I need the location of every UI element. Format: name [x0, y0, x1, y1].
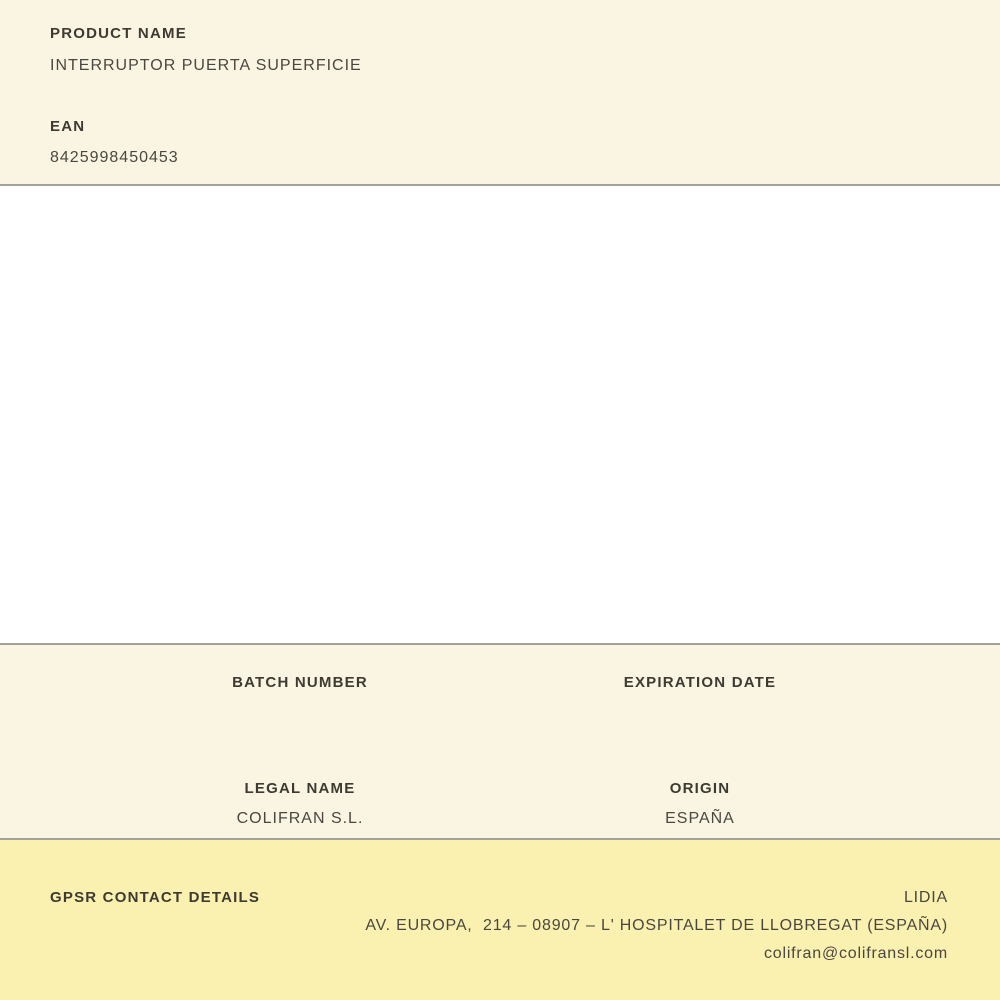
- product-name-value: INTERRUPTOR PUERTA SUPERFICIE: [50, 56, 362, 74]
- details-row-legal-origin: [100, 781, 900, 829]
- product-image-placeholder: [0, 186, 1000, 643]
- gpsr-contact-email: colifran@colifransl.com: [763, 945, 948, 962]
- batch-number-field: [100, 675, 500, 723]
- expiration-date-label: EXPIRATION DATE: [623, 674, 777, 691]
- product-header-section: [0, 0, 1000, 184]
- origin-field: [500, 781, 900, 829]
- legal-name-label: LEGAL NAME: [244, 779, 356, 797]
- ean-label: EAN: [50, 117, 86, 135]
- details-row-batch-expiration: [100, 675, 900, 723]
- legal-name-field: [100, 781, 500, 829]
- expiration-date-field: [500, 675, 900, 723]
- batch-number-label: BATCH NUMBER: [232, 674, 368, 691]
- ean-field: [50, 119, 950, 168]
- product-name-label: PRODUCT NAME: [50, 25, 187, 42]
- expiration-date-value: [500, 705, 900, 723]
- batch-number-value: [100, 705, 500, 723]
- gpsr-contact-title: GPSR CONTACT DETAILS: [50, 889, 261, 906]
- details-section: [0, 645, 1000, 838]
- gpsr-contact-name: LIDIA: [903, 889, 948, 906]
- origin-value: ESPAÑA: [665, 810, 735, 827]
- gpsr-contact-block: [365, 884, 948, 968]
- ean-value: 8425998450453: [50, 149, 179, 166]
- gpsr-contact-address: AV. EUROPA, 214 – 08907 – L' HOSPITALET DE LLOBREGAT (ESPAÑA): [365, 917, 948, 934]
- product-name-field: [50, 26, 950, 75]
- gpsr-contact-section: [0, 840, 1000, 1000]
- origin-label: ORIGIN: [669, 779, 731, 797]
- legal-name-value: COLIFRAN S.L.: [236, 810, 364, 827]
